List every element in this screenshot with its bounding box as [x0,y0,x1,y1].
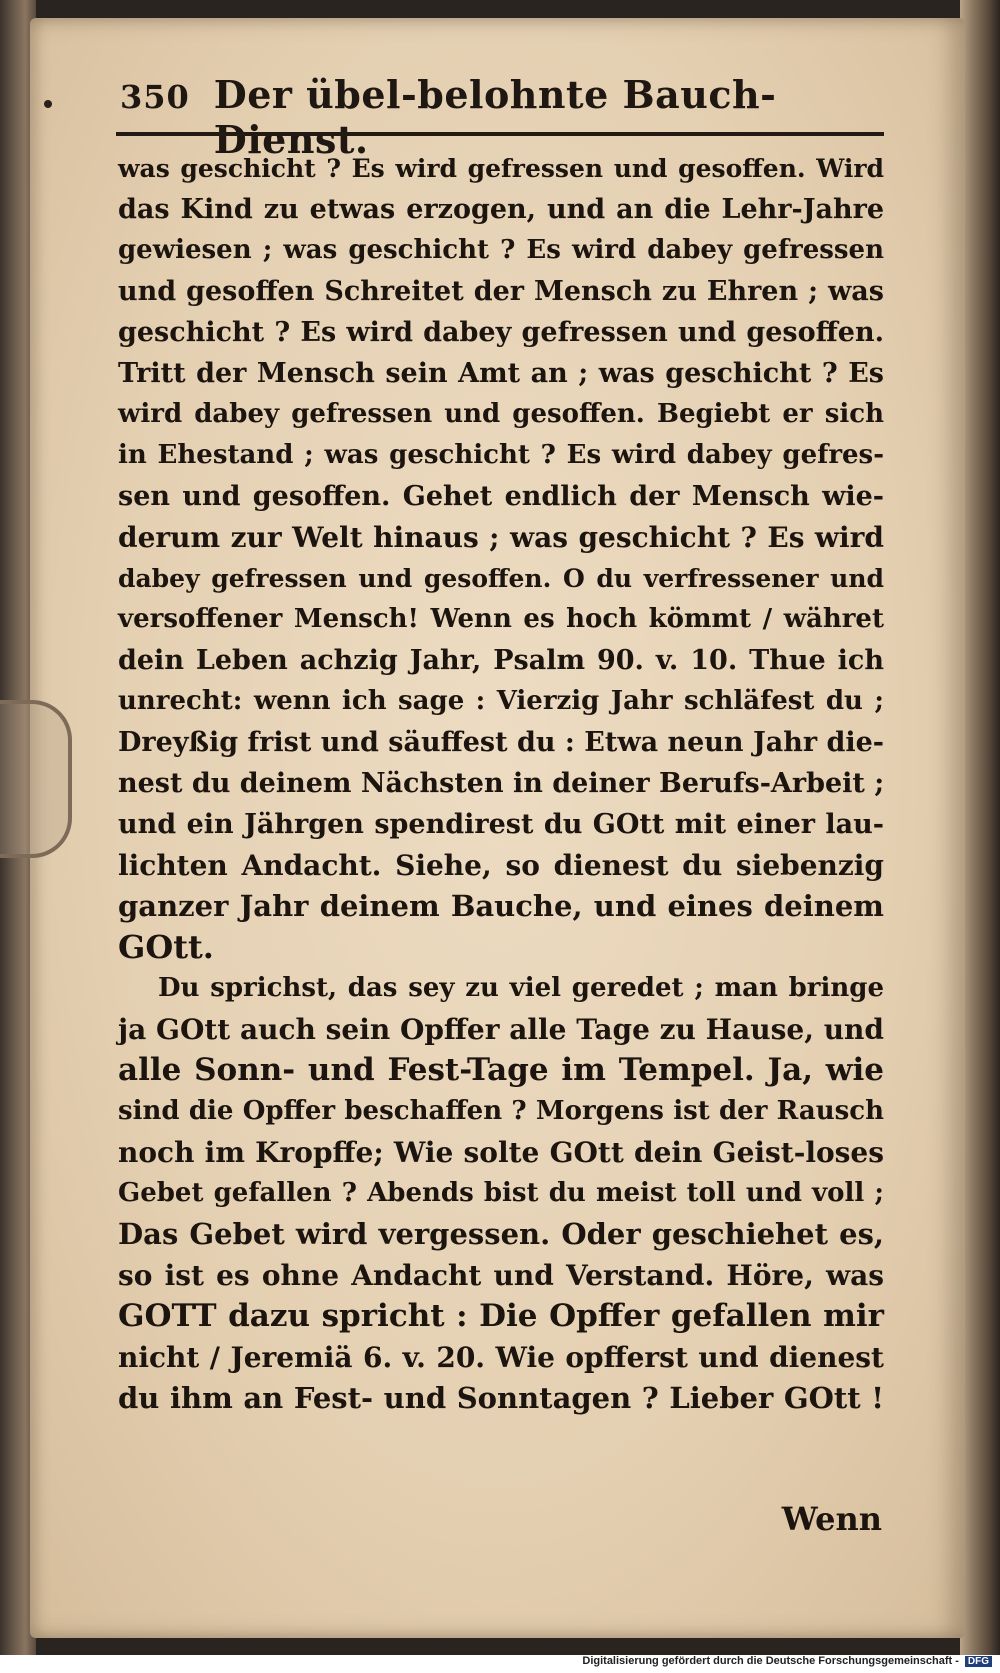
text-line: versoffener Mensch! Wenn es hoch kömmt / währet [118,604,884,634]
digitization-credit [0,1655,1000,1673]
page-number: 350 [120,78,190,116]
text-line: Tritt der Mensch sein Amt an ; was geschicht ? Es [118,358,884,389]
text-line: das Kind zu etwas erzogen, und an die Lehr-Jahre [118,194,884,225]
text-line: alle Sonn- und Fest-Tage im Tempel. Ja, wie [118,1052,884,1088]
dfg-logo: DFG [965,1656,992,1667]
text-line: GOtt. [118,928,214,966]
text-line: Dreyßig frist und säuffest du : Etwa neun Jahr die- [118,727,884,758]
text-line: Das Gebet wird vergessen. Oder geschiehet es, [118,1217,884,1251]
body-text [118,148,884,1419]
running-title: Der übel-belohnte Bauch-Dienst. [213,72,777,162]
text-line: nest du deinem Nächsten in deiner Berufs-Arbeit ; [118,768,885,799]
text-line: wird dabey gefressen und gesoffen. Begiebt er sich [118,399,884,429]
credit-text: Digitalisierung gefördert durch die Deutsche Forschungsgemeinschaft - [582,1655,959,1667]
text-line: lichten Andacht. Siehe, so dienest du siebenzig [118,849,884,882]
text-line: was geschicht ? Es wird gefressen und gesoffen. Wird [118,154,884,183]
text-line: noch im Kropffe; Wie solte GOtt dein Geist-loses [118,1136,884,1169]
catchword: Wenn [781,1500,882,1538]
text-line: dein Leben achzig Jahr, Psalm 90. v. 10. Thue ich [118,645,884,676]
text-line: derum zur Welt hinaus ; was geschicht ? Es wird [118,521,884,554]
text-line: und ein Jährgen spendirest du GOtt mit einer lau- [118,809,884,840]
ink-dot [44,100,52,108]
text-line: in Ehestand ; was geschicht ? Es wird dabey gefres- [118,440,884,470]
book-clasp [0,700,72,858]
text-line: geschicht ? Es wird dabey gefressen und gesoffen. [118,317,884,348]
text-line: gewiesen ; was geschicht ? Es wird dabey gefressen [118,235,884,265]
paragraph-start-line: Du sprichst, das sey zu viel geredet ; man bringe [158,973,884,1003]
text-line: GOTT dazu spricht : Die Opffer gefallen mir [118,1298,884,1334]
text-line: sind die Opffer beschaffen ? Morgens ist der Rausch [118,1096,884,1126]
book-page-edges [960,0,1000,1655]
text-line: sen und gesoffen. Gehet endlich der Mensch wie- [118,481,884,512]
text-line: unrecht: wenn ich sage : Vierzig Jahr schläfest du ; [118,686,884,716]
text-line: Gebet gefallen ? Abends bist du meist toll und voll ; [118,1178,884,1208]
text-line: dabey gefressen und gesoffen. O du verfressener und [118,564,884,593]
page-header [120,72,880,162]
text-line: nicht / Jeremiä 6. v. 20. Wie opfferst und dienest [118,1341,884,1374]
text-line: und gesoffen Schreitet der Mensch zu Ehren ; was [118,276,884,307]
header-rule [116,132,884,136]
text-line: ja GOtt auch sein Opffer alle Tage zu Hause, und [118,1013,884,1046]
text-line: so ist es ohne Andacht und Verstand. Höre, was [118,1259,884,1292]
text-line: ganzer Jahr deinem Bauche, und eines deinem [118,889,884,923]
text-line: du ihm an Fest- und Sonntagen ? Lieber GOtt ! [118,1381,884,1415]
